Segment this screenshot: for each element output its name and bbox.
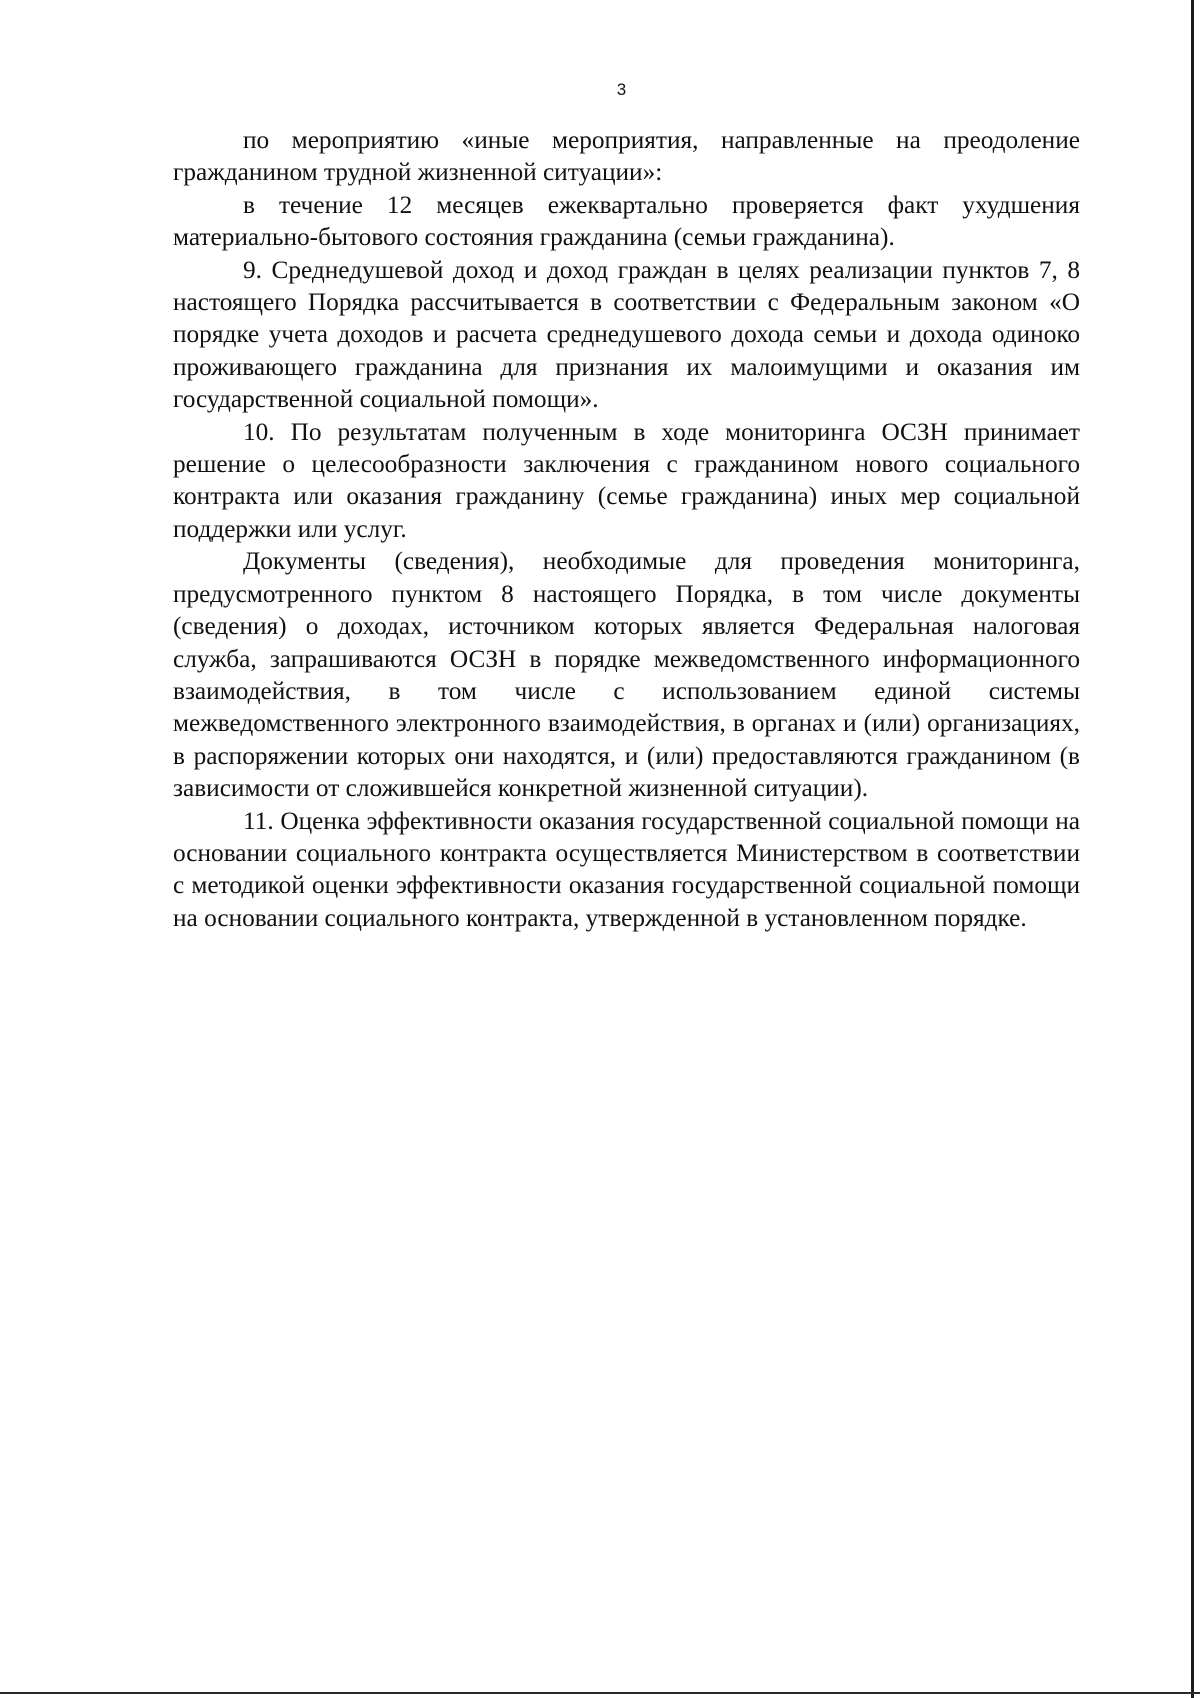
- scan-edge-bottom: [0, 1692, 1200, 1694]
- paragraph-item-9: 9. Среднедушевой доход и доход граждан в целях реализации пунктов 7, 8 настоящего Порядка рассчитывается в соответствии с Федеральным законом «О порядке учета доходов и расчета среднедушевого дохода семьи и дохода одиноко проживающего гражданина для признания их малоимущими и оказания им государственной социальной помощи».: [173, 255, 1080, 414]
- paragraph-item-10: 10. По результатам полученным в ходе мониторинга ОСЗН принимает решение о целесообразности заключения с гражданином нового социального контракта или оказания гражданину (семье гражданина) иных мер социальной поддержки или услуг.: [173, 417, 1080, 543]
- paragraph-item-11: 11. Оценка эффективности оказания государственной социальной помощи на основании социального контракта осуществляется Министерством в соответствии с методикой оценки эффективности оказания государственной социальной помощи на основании социального контракта, утвержденной в установленном порядке.: [173, 806, 1080, 932]
- paragraph-quarterly-check: в течение 12 месяцев ежеквартально проверяется факт ухудшения материально-бытового состояния гражданина (семьи гражданина).: [173, 190, 1080, 252]
- paragraph-event-description: по мероприятию «иные мероприятия, направленные на преодоление гражданином трудной жизненной ситуации»:: [173, 126, 1080, 187]
- scan-edge-right: [1191, 0, 1194, 1698]
- page-number: 3: [616, 80, 627, 99]
- paragraph-documents: Документы (сведения), необходимые для проведения мониторинга, предусмотренного пунктом 8 настоящего Порядка, в том числе документы (сведения) о доходах, источником которых является Федеральная налоговая служба, запрашиваются ОСЗН в порядке межведомственного информационного взаимодействия, в том числе с использованием единой системы межведомственного электронного взаимодействия, в органах и (или) организациях, в распоряжении которых они находятся, и (или) предоставляются гражданином (в зависимости от сложившейся конкретной жизненной ситуации).: [173, 547, 1080, 803]
- document-body: [173, 124, 1080, 934]
